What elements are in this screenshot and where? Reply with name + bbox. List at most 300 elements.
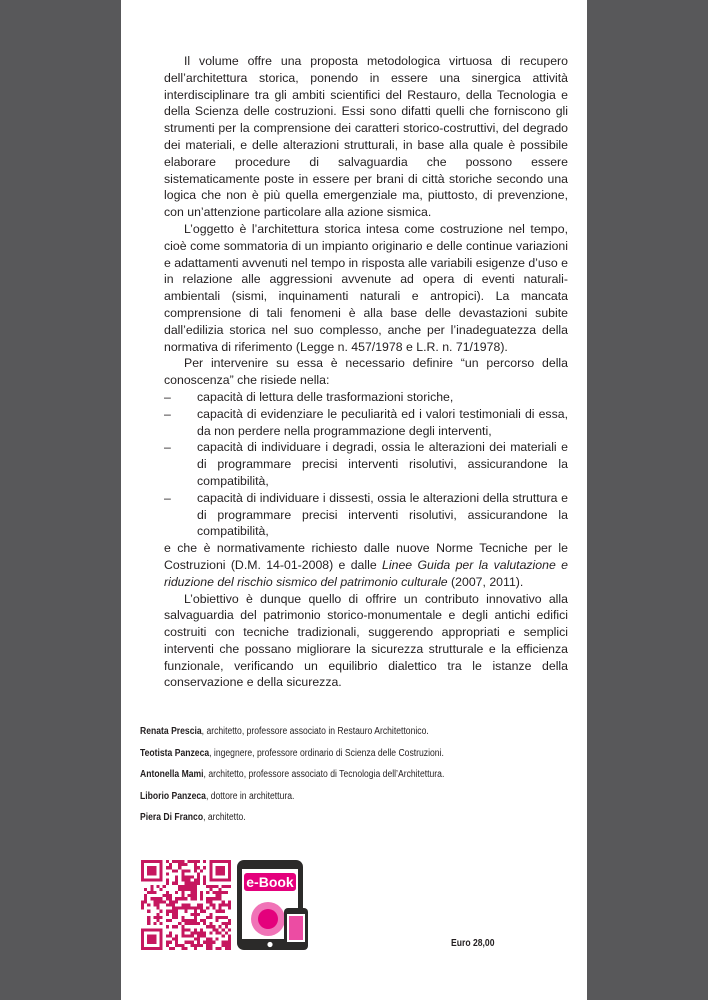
qr-module <box>178 944 181 947</box>
qr-module <box>206 938 209 941</box>
qr-module <box>194 931 197 934</box>
qr-module <box>166 934 169 937</box>
qr-module <box>194 869 197 872</box>
qr-module <box>219 903 222 906</box>
qr-module <box>144 900 147 903</box>
qr-module <box>215 910 218 913</box>
qr-module <box>169 866 172 869</box>
qr-module <box>222 879 225 882</box>
qr-module <box>206 947 209 950</box>
qr-module <box>153 928 156 931</box>
qr-module <box>181 931 184 934</box>
tablet-home-button <box>267 942 272 947</box>
qr-module <box>160 922 163 925</box>
author-role: , architetto. <box>203 812 246 823</box>
qr-module <box>147 928 150 931</box>
back-cover-page <box>121 0 587 1000</box>
author-role: , ingegnere, professore ordinario di Scienza delle Costruzioni. <box>209 747 444 759</box>
qr-module <box>203 866 206 869</box>
qr-module <box>225 879 228 882</box>
qr-module <box>178 922 181 925</box>
qr-module <box>160 900 163 903</box>
qr-module <box>228 938 231 941</box>
qr-module <box>169 934 172 937</box>
qr-module <box>184 869 187 872</box>
qr-module <box>209 872 212 875</box>
qr-module <box>184 897 187 900</box>
qr-module <box>144 860 147 863</box>
qr-module <box>219 925 222 928</box>
qr-module <box>194 891 197 894</box>
qr-module <box>150 872 153 875</box>
author-name: Renata Prescia <box>140 726 202 737</box>
qr-module <box>160 872 163 875</box>
qr-module <box>175 876 178 879</box>
qr-module <box>203 876 206 879</box>
qr-module <box>209 931 212 934</box>
qr-module <box>150 885 153 888</box>
qr-module <box>209 863 212 866</box>
qr-module <box>197 907 200 910</box>
qr-module <box>141 934 144 937</box>
qr-module <box>188 888 191 891</box>
qr-module <box>209 900 212 903</box>
author-entry <box>140 746 518 768</box>
qr-module <box>150 928 153 931</box>
qr-module <box>188 894 191 897</box>
regulations-text: e che è normativamente richiesto dalle nuove Norme Tecniche per le Costruzioni (D.M. 14-01-2008) e dalle <box>164 541 568 572</box>
qr-module <box>222 900 225 903</box>
qr-module <box>197 941 200 944</box>
qr-module <box>166 879 169 882</box>
qr-module <box>188 882 191 885</box>
qr-module <box>181 916 184 919</box>
qr-module <box>181 925 184 928</box>
qr-module <box>206 916 209 919</box>
qr-module <box>228 900 231 903</box>
qr-module <box>222 869 225 872</box>
qr-module <box>172 907 175 910</box>
qr-module <box>194 944 197 947</box>
qr-module <box>147 903 150 906</box>
qr-module <box>225 916 228 919</box>
qr-module <box>212 928 215 931</box>
author-role: , dottore in architettura. <box>205 790 295 802</box>
qr-module <box>166 860 169 863</box>
qr-module <box>200 897 203 900</box>
qr-module <box>222 903 225 906</box>
qr-module <box>222 916 225 919</box>
qr-module <box>184 922 187 925</box>
qr-module <box>228 922 231 925</box>
qr-module <box>215 879 218 882</box>
qr-module <box>141 879 144 882</box>
qr-module <box>144 947 147 950</box>
qr-module <box>160 916 163 919</box>
qr-module <box>203 919 206 922</box>
qr-module <box>206 885 209 888</box>
qr-module <box>169 931 172 934</box>
qr-module <box>141 907 144 910</box>
qr-module <box>197 860 200 863</box>
qr-module <box>175 910 178 913</box>
qr-module <box>197 931 200 934</box>
qr-module <box>153 869 156 872</box>
qr-module <box>200 894 203 897</box>
qr-module <box>228 947 231 950</box>
qr-module <box>181 869 184 872</box>
qr-module <box>215 938 218 941</box>
qr-module <box>169 910 172 913</box>
qr-module <box>225 860 228 863</box>
qr-module <box>206 897 209 900</box>
qr-module <box>181 860 184 863</box>
qr-module <box>181 894 184 897</box>
qr-module <box>212 885 215 888</box>
qr-module <box>191 885 194 888</box>
qr-module <box>200 903 203 906</box>
qr-module <box>200 931 203 934</box>
qr-module <box>215 866 218 869</box>
qr-module <box>194 938 197 941</box>
qr-module <box>157 907 160 910</box>
qr-module <box>222 934 225 937</box>
qr-module <box>209 869 212 872</box>
qr-module <box>172 910 175 913</box>
qr-module <box>150 934 153 937</box>
qr-module <box>157 860 160 863</box>
qr-module <box>191 931 194 934</box>
list-item-text: capacità di individuare i degradi, ossia le alterazioni dei materiali e di programmare precisi interventi risolutivi, assicurandone la compatibilità, <box>197 440 568 488</box>
qr-module <box>172 938 175 941</box>
qr-module <box>181 888 184 891</box>
qr-module <box>191 891 194 894</box>
qr-module <box>191 860 194 863</box>
qr-module <box>219 931 222 934</box>
author-name: Antonella Mami <box>140 769 204 780</box>
qr-module <box>203 922 206 925</box>
qr-module <box>184 863 187 866</box>
qr-module <box>228 872 231 875</box>
qr-module <box>188 907 191 910</box>
qr-module <box>141 928 144 931</box>
qr-module <box>191 944 194 947</box>
qr-module <box>197 882 200 885</box>
qr-module <box>166 882 169 885</box>
qr-module <box>203 934 206 937</box>
qr-module <box>144 879 147 882</box>
qr-module <box>228 919 231 922</box>
qr-module <box>209 944 212 947</box>
qr-module <box>141 947 144 950</box>
qr-module <box>225 925 228 928</box>
qr-module <box>166 913 169 916</box>
qr-module <box>209 888 212 891</box>
qr-module <box>194 910 197 913</box>
dash-bullet: – <box>164 490 171 505</box>
qr-module <box>181 891 184 894</box>
qr-module <box>147 860 150 863</box>
qr-module <box>191 907 194 910</box>
qr-module <box>215 897 218 900</box>
qr-module <box>160 931 163 934</box>
qr-module <box>157 947 160 950</box>
qr-module <box>215 919 218 922</box>
qr-module <box>191 934 194 937</box>
qr-module <box>228 860 231 863</box>
qr-module <box>219 869 222 872</box>
qr-module <box>215 869 218 872</box>
qr-module <box>200 907 203 910</box>
qr-module <box>225 891 228 894</box>
qr-module <box>188 869 191 872</box>
qr-module <box>181 928 184 931</box>
qr-module <box>160 888 163 891</box>
qr-module <box>200 944 203 947</box>
qr-module <box>225 941 228 944</box>
qr-module <box>194 894 197 897</box>
qr-module <box>194 947 197 950</box>
qr-module <box>228 928 231 931</box>
qr-module <box>194 885 197 888</box>
qr-module <box>181 863 184 866</box>
qr-module <box>215 860 218 863</box>
qr-module <box>141 863 144 866</box>
ebook-sphere-inner <box>258 909 278 929</box>
list-item <box>164 490 568 540</box>
qr-module <box>144 928 147 931</box>
qr-module <box>153 916 156 919</box>
qr-module <box>169 947 172 950</box>
qr-module <box>181 872 184 875</box>
qr-module <box>157 897 160 900</box>
qr-module <box>194 897 197 900</box>
qr-module <box>219 947 222 950</box>
qr-module <box>181 876 184 879</box>
qr-module <box>219 891 222 894</box>
qr-module <box>209 925 212 928</box>
qr-module <box>169 900 172 903</box>
qr-module <box>215 894 218 897</box>
qr-module <box>184 947 187 950</box>
qr-module <box>209 947 212 950</box>
qr-module <box>175 916 178 919</box>
qr-module <box>212 903 215 906</box>
qr-module <box>175 897 178 900</box>
qr-module <box>194 879 197 882</box>
qr-module <box>191 894 194 897</box>
qr-module <box>222 885 225 888</box>
qr-module <box>219 894 222 897</box>
author-entry <box>140 724 518 746</box>
qr-module <box>184 885 187 888</box>
qr-module <box>175 913 178 916</box>
qr-module <box>147 866 150 869</box>
qr-module <box>160 938 163 941</box>
qr-module <box>222 922 225 925</box>
qr-module <box>141 869 144 872</box>
qr-module <box>153 900 156 903</box>
qr-module <box>219 907 222 910</box>
qr-module <box>144 894 147 897</box>
qr-module <box>206 907 209 910</box>
qr-module <box>194 922 197 925</box>
qr-module <box>206 900 209 903</box>
qr-module <box>203 879 206 882</box>
qr-module <box>212 879 215 882</box>
price-label: Euro 28,00 <box>451 938 495 949</box>
qr-module <box>222 860 225 863</box>
qr-module <box>188 860 191 863</box>
list-item-text: capacità di evidenziare le peculiarità ed i valori testimoniali di essa, da non perdere nella programmazione degli interventi, <box>197 406 568 438</box>
qr-module <box>150 866 153 869</box>
qr-module <box>219 897 222 900</box>
qr-module <box>166 894 169 897</box>
qr-module <box>166 944 169 947</box>
qr-module <box>209 885 212 888</box>
qr-module <box>209 941 212 944</box>
qr-module <box>178 897 181 900</box>
qr-module <box>228 941 231 944</box>
qr-module <box>184 879 187 882</box>
qr-module <box>219 879 222 882</box>
qr-module <box>194 863 197 866</box>
qr-module <box>188 922 191 925</box>
dash-bullet: – <box>164 406 171 421</box>
qr-module <box>222 928 225 931</box>
author-role: , architetto, professore associato in Restauro Architettonico. <box>201 726 429 737</box>
qr-module <box>160 928 163 931</box>
qr-module <box>197 879 200 882</box>
qr-module <box>150 897 153 900</box>
qr-module <box>175 944 178 947</box>
qr-module <box>147 916 150 919</box>
qr-module <box>215 891 218 894</box>
qr-module <box>175 869 178 872</box>
qr-module <box>157 885 160 888</box>
qr-module <box>153 922 156 925</box>
qr-module <box>175 941 178 944</box>
qr-module <box>200 910 203 913</box>
qr-module <box>225 947 228 950</box>
qr-module <box>197 866 200 869</box>
qr-module <box>175 860 178 863</box>
description-text <box>164 53 568 691</box>
qr-module <box>197 872 200 875</box>
qr-module <box>209 922 212 925</box>
qr-module <box>150 947 153 950</box>
guidelines-title: Linee Guida per la valutazione e riduzione del rischio sismico del patrimonio culturale <box>164 557 568 589</box>
qr-module <box>166 919 169 922</box>
qr-module <box>215 885 218 888</box>
paragraph-intro: Il volume offre una proposta metodologica virtuosa di recupero dell’architettura storica, ponendo in essere una sinergica attività interdisciplinare tra gli ambiti scientifici del Restauro, della Tecnologia e della Scienza delle costruzioni. Essi sono difatti quelli che forniscono gli strumenti per la comprensione dei caratteri storico-costruttivi, del degrado dei materiali, e delle alterazioni strutturali, in base alla quale è possibile elaborare procedure di salvaguardia che possono essere sistematicamente poste in essere per brani di città storiche secondo una logica che non è più quella emergenziale ma, piuttosto, di prevenzione, con un’attenzione particolare alla azione sismica. <box>164 54 568 220</box>
qr-module <box>147 947 150 950</box>
list-item-text: capacità di lettura delle trasformazioni storiche, <box>197 389 454 404</box>
qr-module <box>225 885 228 888</box>
qr-module <box>197 903 200 906</box>
phone-screen-accent <box>289 916 303 940</box>
qr-module <box>178 866 181 869</box>
qr-module <box>215 928 218 931</box>
qr-module <box>228 934 231 937</box>
qr-module <box>206 891 209 894</box>
qr-module <box>225 903 228 906</box>
qr-module <box>160 897 163 900</box>
qr-module <box>144 888 147 891</box>
qr-module <box>147 872 150 875</box>
qr-module <box>181 885 184 888</box>
qr-module <box>163 885 166 888</box>
qr-code-icon[interactable] <box>141 860 231 950</box>
qr-module <box>141 903 144 906</box>
paragraph-objective: L’obiettivo è dunque quello di offrire un contributo innovativo alla salvaguardia del patrimonio storico-monumentale e degli antichi edifici costruiti con tecniche tradizionali, suggerendo appropriati e semplici interventi che possano migliorare la sicurezza strutturale e la efficienza funzionale, verificando un equilibrio dialettico tra le istanze della conservazione e della sicurezza. <box>164 591 568 690</box>
qr-module <box>225 922 228 925</box>
qr-module <box>197 876 200 879</box>
qr-module <box>175 879 178 882</box>
qr-module <box>175 938 178 941</box>
qr-module <box>188 903 191 906</box>
qr-module <box>150 860 153 863</box>
qr-module <box>181 903 184 906</box>
qr-module <box>191 913 194 916</box>
qr-module <box>194 913 197 916</box>
qr-module <box>191 876 194 879</box>
author-name: Liborio Panzeca <box>140 790 206 802</box>
qr-module <box>166 897 169 900</box>
qr-module <box>153 934 156 937</box>
qr-module <box>219 860 222 863</box>
qr-module <box>222 941 225 944</box>
qr-module <box>228 903 231 906</box>
qr-module <box>141 866 144 869</box>
qr-module <box>178 860 181 863</box>
qr-module <box>194 860 197 863</box>
qr-module <box>191 897 194 900</box>
qr-module <box>172 903 175 906</box>
qr-module <box>157 919 160 922</box>
qr-module <box>197 934 200 937</box>
qr-module <box>147 891 150 894</box>
qr-module <box>157 916 160 919</box>
qr-module <box>203 860 206 863</box>
qr-module <box>144 897 147 900</box>
qr-module <box>160 866 163 869</box>
qr-module <box>209 866 212 869</box>
qr-module <box>153 903 156 906</box>
qr-module <box>169 941 172 944</box>
qr-module <box>169 894 172 897</box>
qr-module <box>157 903 160 906</box>
qr-module <box>175 891 178 894</box>
qr-module <box>141 938 144 941</box>
qr-module <box>209 897 212 900</box>
qr-module <box>169 919 172 922</box>
qr-module <box>191 941 194 944</box>
qr-module <box>153 941 156 944</box>
qr-module <box>215 947 218 950</box>
author-name: Teotista Panzeca <box>140 747 210 759</box>
qr-module <box>184 882 187 885</box>
qr-module <box>181 947 184 950</box>
qr-module <box>212 897 215 900</box>
qr-module <box>160 879 163 882</box>
qr-module <box>219 888 222 891</box>
author-name: Piera Di Franco <box>140 812 204 823</box>
qr-module <box>197 938 200 941</box>
qr-module <box>178 885 181 888</box>
qr-module <box>209 938 212 941</box>
qr-module <box>147 910 150 913</box>
